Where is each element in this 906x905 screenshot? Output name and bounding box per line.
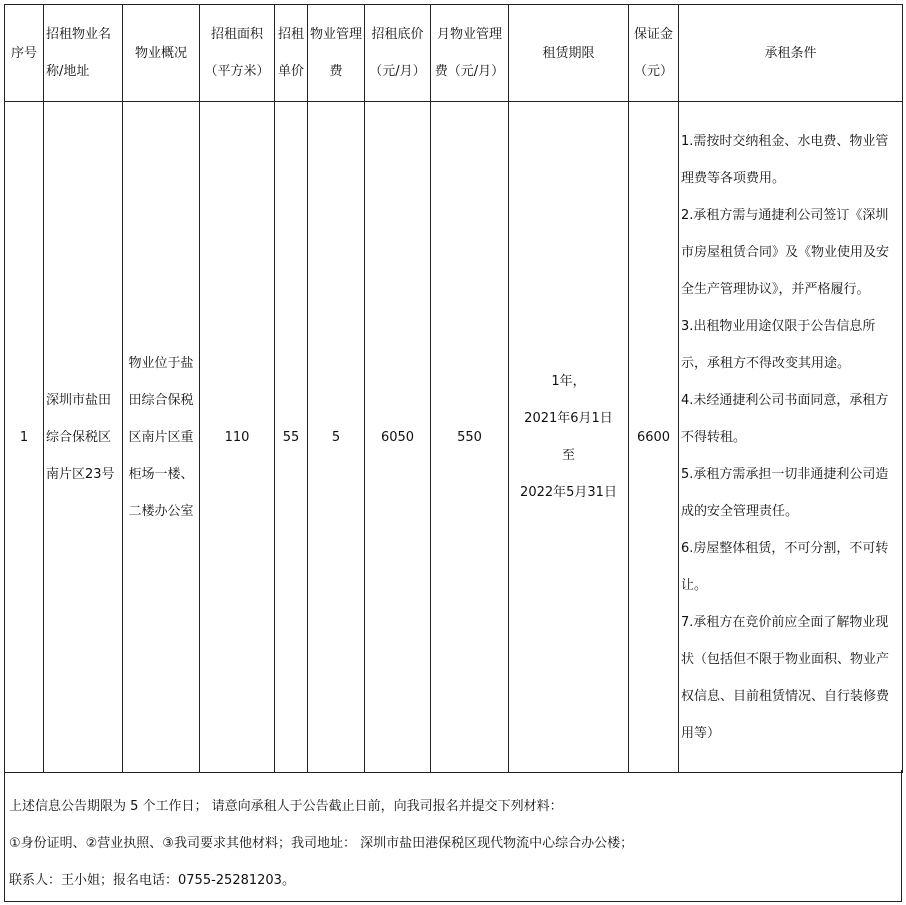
cell-mgmt-fee: 5 [308,102,365,773]
condition-item: 7.承租方在竞价前应全面了解物业现状（包括但不限于物业面积、物业产权信息、目前租赁情况、自行装修费用等） [681,614,890,741]
cell-base-price: 6050 [365,102,431,773]
term-duration: 1年， [551,374,586,389]
cell-area: 110 [200,102,275,773]
cell-term [509,102,629,773]
conditions-list [679,123,902,752]
term-start: 2021年6月1日 [524,411,613,426]
notice-line-period: 上述信息公告期限为 5 个工作日； 请意向承租人于公告截止日前，向我司报名并提交下列材料： [9,799,563,814]
header-name: 招租物业名称/地址 [44,5,123,102]
condition-item: 3.出租物业用途仅限于公告信息所示，承租方不得改变其用途。 [681,318,876,371]
rental-table [4,4,903,773]
header-unit-price: 招租单价 [275,5,308,102]
condition-item: 5.承租方需承担一切非通捷利公司造成的安全管理责任。 [681,466,889,519]
condition-item: 4.未经通捷利公司书面同意，承租方不得转租。 [681,392,889,445]
header-deposit: 保证金（元） [629,5,679,102]
table-row [5,102,903,773]
header-term: 租赁期限 [509,5,629,102]
condition-item: 1.需按时交纳租金、水电费、物业管理费等各项费用。 [681,133,889,186]
header-row [5,5,903,102]
cell-name: 深圳市盐田综合保税区南片区23号 [44,102,123,773]
notice-footer [4,770,902,902]
header-seq: 序号 [5,5,44,102]
cell-unit-price: 55 [275,102,308,773]
term-to: 至 [561,448,575,463]
header-monthly-mgmt: 月物业管理费（元/月） [431,5,509,102]
notice-line-materials: ①身份证明、②营业执照、③我司要求其他材料；我司地址： 深圳市盐田港保税区现代物流中心综合办公楼； [9,836,634,851]
condition-item: 6.房屋整体租赁，不可分割，不可转让。 [681,540,889,593]
header-conditions: 承租条件 [679,5,903,102]
cell-monthly-mgmt: 550 [431,102,509,773]
header-area: 招租面积（平方米） [200,5,275,102]
condition-item: 2.承租方需与通捷利公司签订《深圳市房屋租赁合同》及《物业使用及安全生产管理协议》，并严格履行。 [681,207,890,297]
header-mgmt-fee: 物业管理费 [308,5,365,102]
notice-line-contact: 联系人：王小姐；报名电话：0755-25281203。 [9,873,295,888]
header-overview: 物业概况 [123,5,200,102]
cell-seq: 1 [5,102,44,773]
cell-overview: 物业位于盐田综合保税区南片区重柜场一楼、二楼办公室 [123,102,200,773]
cell-deposit: 6600 [629,102,679,773]
cell-conditions [679,102,903,773]
header-base-price: 招租底价（元/月） [365,5,431,102]
term-end: 2022年5月31日 [520,485,617,500]
